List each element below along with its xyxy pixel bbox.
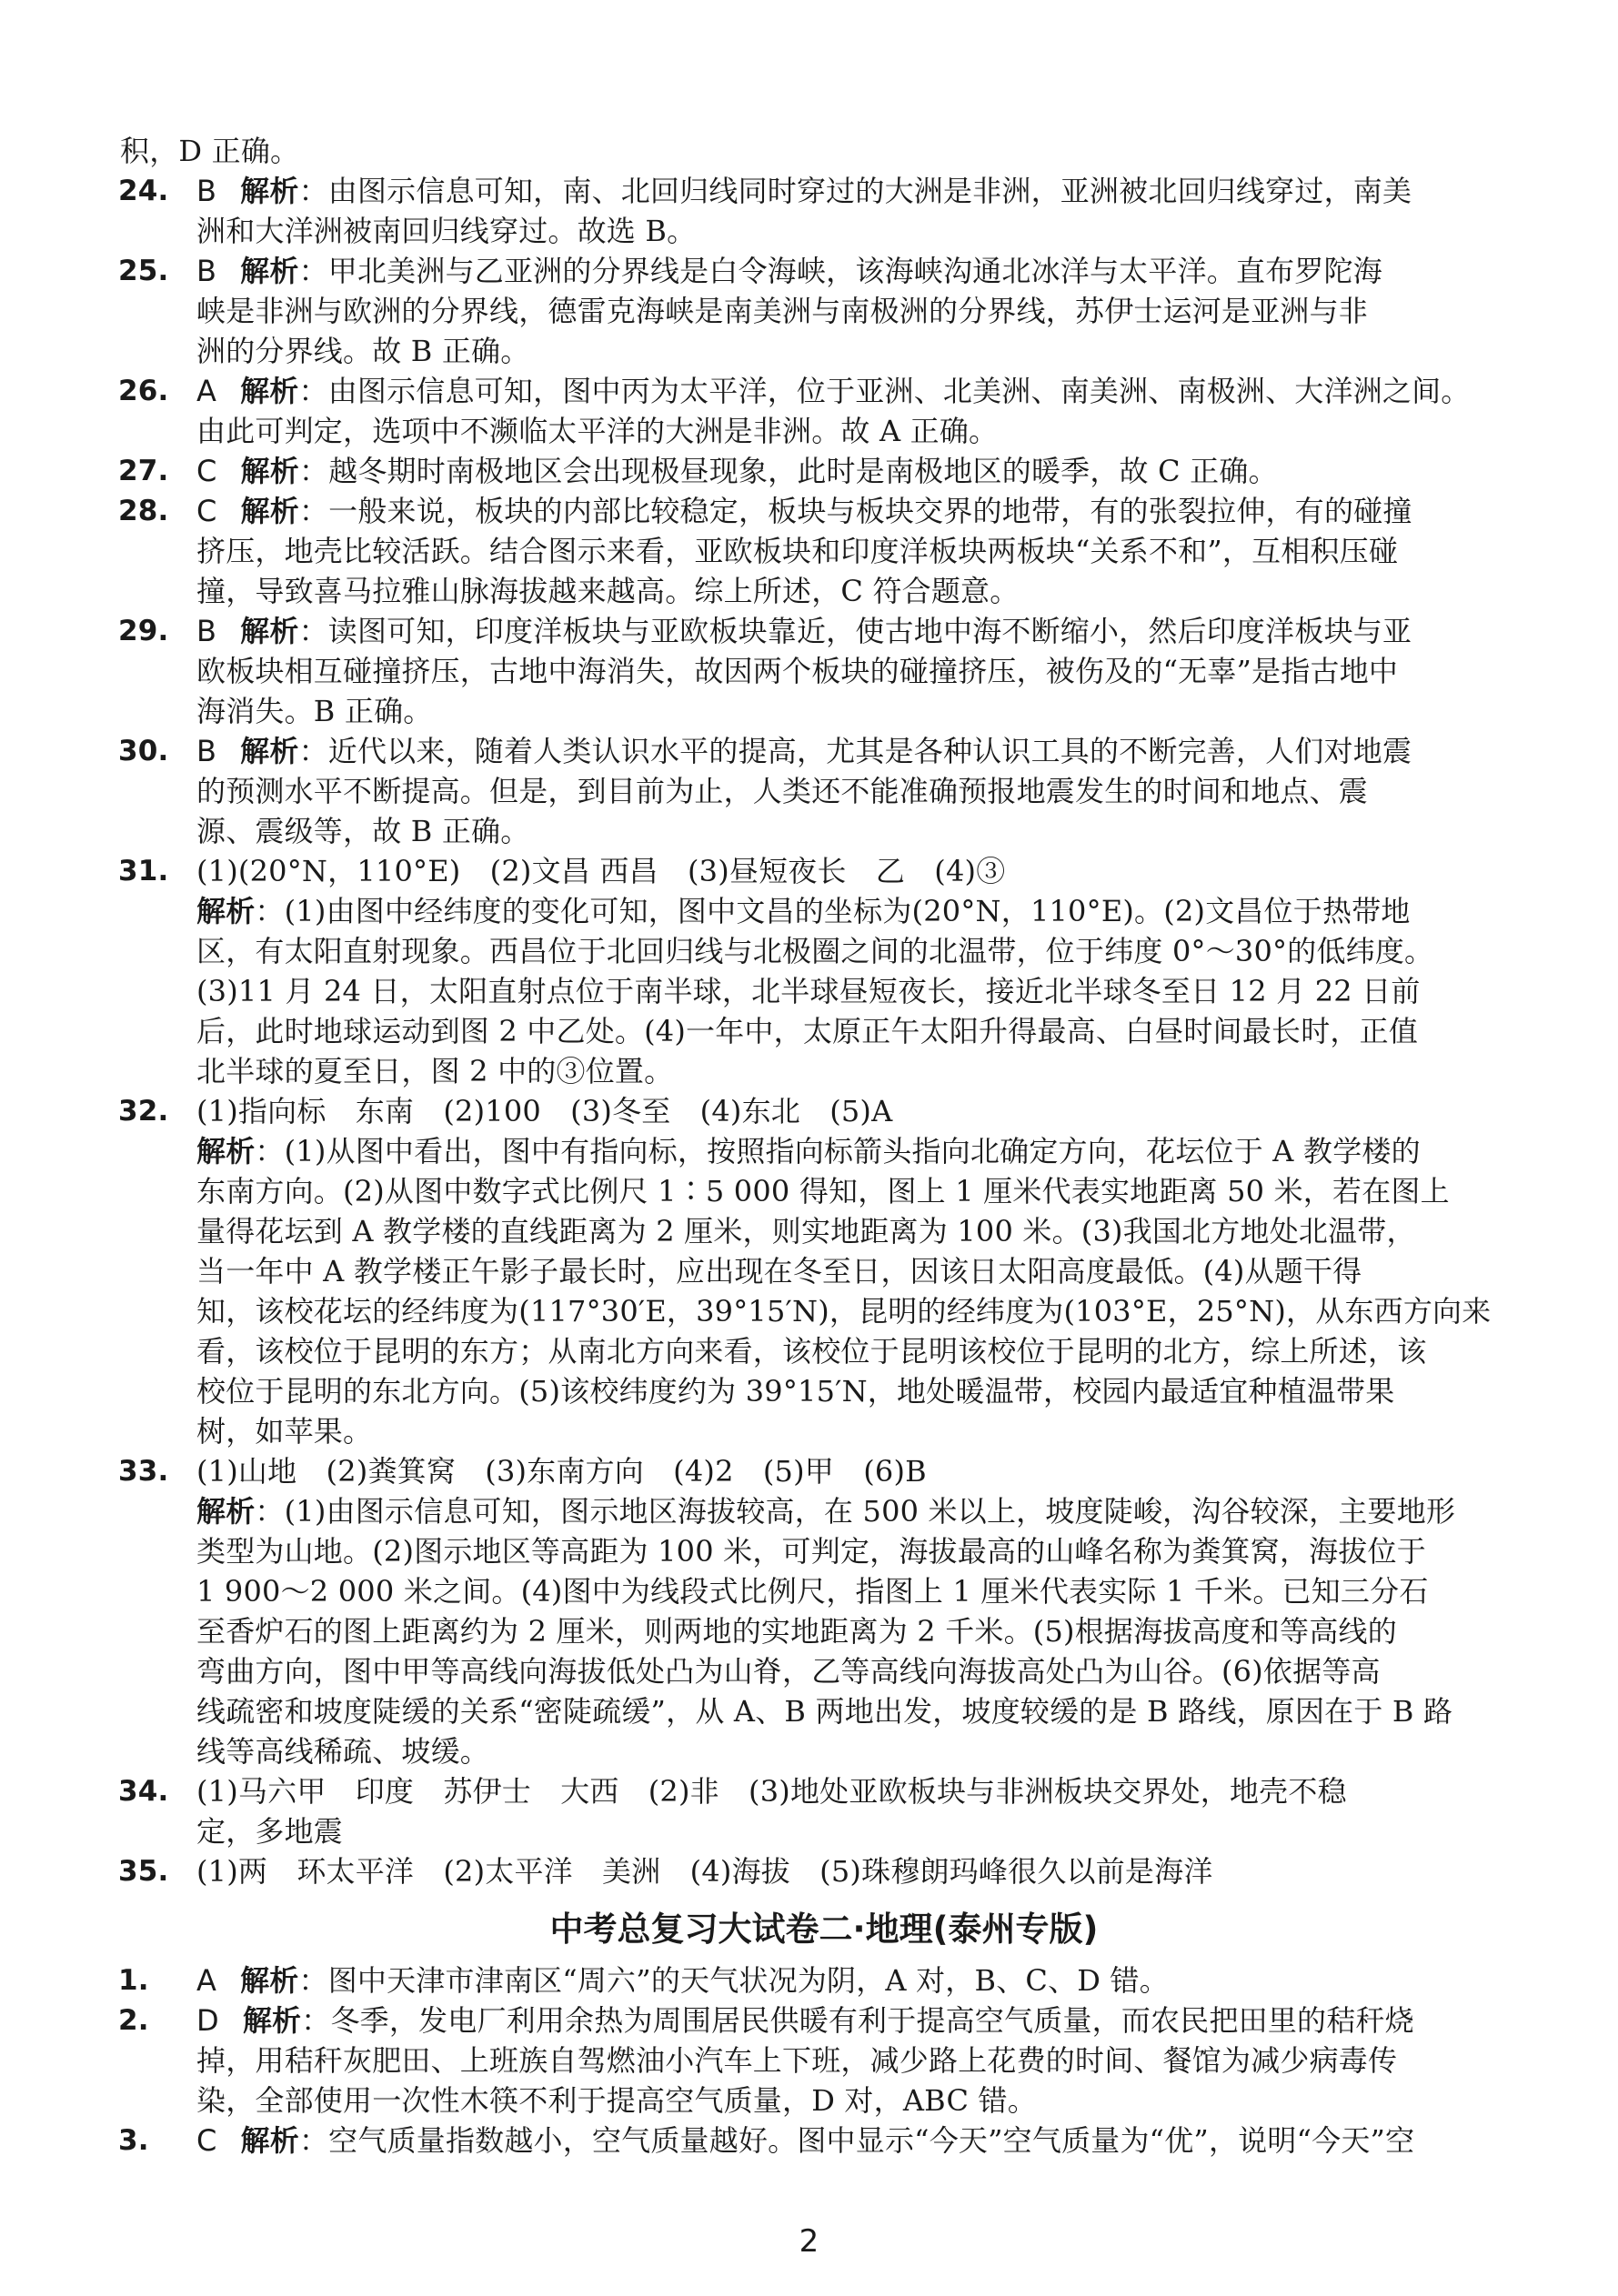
answer-text: 类型为山地。(2)图示地区等高距为 100 米，可判定，海拔最高的山峰名称为粪箕窝，海拔位于 [196,1534,1426,1569]
answer-text: 撞，导致喜马拉雅山脉海拔越来越高。综上所述，C 符合题意。 [196,574,1020,608]
answer-line [120,1251,1528,1291]
answer-item [120,371,1528,451]
answer-text: 解析：(1)从图中看出，图中有指向标，按照指向标箭头指向北确定方向，花坛位于 A 教学楼的 [196,1134,1421,1168]
answer-line-first [120,1851,1528,1891]
answer-text: 至香炉石的图上距离约为 2 厘米，则两地的实地距离为 2 千米。(5)根据海拔高度和等高线的 [196,1614,1397,1649]
answer-line [120,1611,1528,1651]
answer-line-first [120,611,1528,651]
question-number: 25. [118,255,169,287]
answer-text: 解析：一般来说，板块的内部比较稳定，板块与板块交界的地带，有的张裂拉伸，有的碰撞 [240,494,1412,528]
question-number: 24. [118,175,169,207]
question-number: 26. [118,375,169,407]
answer-text: 当一年中 A 教学楼正午影子最长时，应出现在冬至日，因该日太阳高度最低。(4)从题干得 [196,1254,1362,1288]
answer-text: 后，此时地球运动到图 2 中乙处。(4)一年中，太原正午太阳升得最高、白昼时间最长时，正值 [196,1014,1419,1048]
answer-line [120,931,1528,971]
answer-line [120,1531,1528,1571]
question-number: 34. [118,1775,169,1808]
answer-line-first [120,371,1528,411]
question-number: 3. [118,2124,149,2157]
answer-text: 东南方向。(2)从图中数字式比例尺 1∶5 000 得知，图上 1 厘米代表实地距离 50 米，若在图上 [196,1174,1450,1208]
question-number: 1. [118,1964,149,1997]
answer-text: 欧板块相互碰撞挤压，古地中海消失，故因两个板块的碰撞挤压，被伤及的“无辜”是指古地中 [196,654,1399,688]
answer-line [120,1491,1528,1531]
answer-item [120,2121,1528,2161]
answer-text: 解析：(1)由图中经纬度的变化可知，图中文昌的坐标为(20°N，110°E)。(2)文昌位于热带地 [196,894,1411,928]
answer-item [120,851,1528,1091]
answer-item [120,1451,1528,1771]
answer-choice: A [196,374,217,408]
answer-text: (1)(20°N，110°E) (2)文昌 西昌 (3)昼短夜长 乙 (4)③ [196,854,1006,888]
answer-line [120,971,1528,1011]
answer-line [120,771,1528,811]
answer-line [120,1691,1528,1731]
answer-line [120,531,1528,571]
answer-text: 线疏密和坡度陡缓的关系“密陡疏缓”，从 A、B 两地出发，坡度较缓的是 B 路线，原因在于 B 路 [196,1694,1453,1729]
answer-line-first [120,451,1528,491]
answer-choice: B [196,614,217,648]
question-number: 35. [118,1855,169,1888]
answer-text: 由此可判定，选项中不濒临太平洋的大洲是非洲。故 A 正确。 [196,414,999,448]
answer-text: 峡是非洲与欧洲的分界线，德雷克海峡是南美洲与南极洲的分界线，苏伊士运河是亚洲与非 [196,294,1369,328]
question-number: 27. [118,455,169,487]
answer-line [120,291,1528,331]
section-title: 中考总复习大试卷二·地理(泰州专版) [549,1910,1099,1949]
lead-line: 积，D 正确。 [120,134,300,168]
answer-choice: A [196,1963,217,1998]
answer-line-first [120,2000,1528,2040]
answer-line [120,1051,1528,1091]
question-number: 32. [118,1095,169,1128]
answer-item [120,611,1528,731]
answer-line [120,651,1528,691]
answer-item [120,1091,1528,1451]
answer-line [120,1211,1528,1251]
answer-text: 看，该校位于昆明的东方；从南北方向来看，该校位于昆明该校位于昆明的北方，综上所述，该 [196,1334,1427,1369]
answer-line [120,1731,1528,1771]
answer-line-first [120,1960,1528,2000]
answer-text: 海消失。B 正确。 [196,694,433,728]
answer-choice: C [196,454,217,488]
question-number: 30. [118,735,169,767]
answer-text: 定，多地震 [196,1814,344,1849]
answer-text: (1)指向标 东南 (2)100 (3)冬至 (4)东北 (5)A [196,1094,893,1128]
answer-line [120,1651,1528,1691]
answer-text: 解析：(1)由图示信息可知，图示地区海拔较高，在 500 米以上，坡度陡峻，沟谷较深，主要地形 [196,1494,1456,1529]
answer-line [120,891,1528,931]
answer-line [120,2040,1528,2080]
answer-text: 解析：图中天津市津南区“周六”的天气状况为阴，A 对，B、C、D 错。 [240,1963,1169,1998]
answer-item [120,251,1528,371]
answer-text: 洲和大洋洲被南回归线穿过。故选 B。 [196,214,697,248]
answer-choice: B [196,734,217,768]
answer-line-first [120,1091,1528,1131]
answer-text: (1)两 环太平洋 (2)太平洋 美洲 (4)海拔 (5)珠穆朗玛峰很久以前是海洋 [196,1854,1213,1889]
answer-item [120,451,1528,491]
question-number: 2. [118,2004,149,2037]
answer-line-first [120,851,1528,891]
answer-text: 解析：由图示信息可知，南、北回归线同时穿过的大洲是非洲，亚洲被北回归线穿过，南美 [240,174,1412,208]
answer-text: 校位于昆明的东北方向。(5)该校纬度约为 39°15′N，地处暖温带，校园内最适宜种植温带果 [196,1374,1395,1409]
answer-text: (3)11 月 24 日，太阳直射点位于南半球，北半球昼短夜长，接近北半球冬至日 12 月 22 日前 [196,974,1421,1008]
answer-list-1 [120,171,1528,1891]
answer-line-first [120,1771,1528,1811]
answer-text: 解析：甲北美洲与乙亚洲的分界线是白令海峡，该海峡沟通北冰洋与太平洋。直布罗陀海 [240,254,1382,288]
page-number: 2 [799,2223,819,2260]
answer-item [120,491,1528,611]
answer-item [120,1960,1528,2000]
answer-line [120,1291,1528,1331]
answer-text: (1)山地 (2)粪箕窝 (3)东南方向 (4)2 (5)甲 (6)B [196,1454,927,1489]
answer-line-first [120,251,1528,291]
answer-item [120,731,1528,851]
question-number: 31. [118,855,169,887]
answer-line [120,691,1528,731]
answer-line [120,1411,1528,1451]
answer-item [120,1771,1528,1851]
question-number: 33. [118,1455,169,1488]
answer-line [120,1331,1528,1371]
answer-line [120,1371,1528,1411]
answer-content [120,131,1528,2161]
answer-text: 掉，用秸秆灰肥田、上班族自驾燃油小汽车上下班，减少路上花费的时间、餐馆为减少病毒传 [196,2043,1398,2078]
answer-item [120,1851,1528,1891]
answer-text: 量得花坛到 A 教学楼的直线距离为 2 厘米，则实地距离为 100 米。(3)我国北方地处北温带， [196,1214,1416,1248]
answer-choice: B [196,254,217,288]
answer-text: 染，全部使用一次性木筷不利于提高空气质量，D 对，ABC 错。 [196,2083,1037,2118]
answer-text: 树，如苹果。 [196,1414,373,1449]
answer-line [120,571,1528,611]
answer-line-first [120,491,1528,531]
answer-text: 解析：空气质量指数越小，空气质量越好。图中显示“今天”空气质量为“优”，说明“今天”空 [240,2123,1415,2158]
answer-line [120,1571,1528,1611]
answer-line [120,1171,1528,1211]
answer-choice: C [196,2123,217,2158]
answer-text: (1)马六甲 印度 苏伊士 大西 (2)非 (3)地处亚欧板块与非洲板块交界处，地壳不稳 [196,1774,1347,1809]
answer-line-first [120,1451,1528,1491]
answer-text: 的预测水平不断提高。但是，到目前为止，人类还不能准确预报地震发生的时间和地点、震 [196,774,1369,808]
answer-text: 解析：近代以来，随着人类认识水平的提高，尤其是各种认识工具的不断完善，人们对地震 [240,734,1412,768]
answer-text: 知，该校花坛的经纬度为(117°30′E，39°15′N)，昆明的经纬度为(103°E，25°N)，从东西方向来 [196,1294,1492,1328]
answer-line-first [120,2121,1528,2161]
answer-item [120,171,1528,251]
question-number: 29. [118,615,169,647]
answer-line [120,1811,1528,1851]
answer-text: 解析：读图可知，印度洋板块与亚欧板块靠近，使古地中海不断缩小，然后印度洋板块与亚 [240,614,1412,648]
answer-line [120,331,1528,371]
answer-text: 解析：越冬期时南极地区会出现极昼现象，此时是南极地区的暖季，故 C 正确。 [240,454,1278,488]
answer-text: 北半球的夏至日，图 2 中的③位置。 [196,1054,674,1088]
answer-text: 解析：冬季，发电厂利用余热为周围居民供暖有利于提高空气质量，而农民把田里的秸秆烧 [242,2003,1414,2038]
answer-list-2 [120,1960,1528,2161]
answer-text: 洲的分界线。故 B 正确。 [196,334,530,368]
answer-text: 源、震级等，故 B 正确。 [196,814,530,848]
answer-text: 1 900～2 000 米之间。(4)图中为线段式比例尺，指图上 1 厘米代表实际 1 千米。已知三分石 [196,1574,1429,1609]
answer-line [120,1011,1528,1051]
question-number: 28. [118,495,169,527]
answer-text: 解析：由图示信息可知，图中丙为太平洋，位于亚洲、北美洲、南美洲、南极洲、大洋洲之间。 [240,374,1471,408]
answer-line [120,211,1528,251]
answer-line [120,1131,1528,1171]
answer-text: 弯曲方向，图中甲等高线向海拔低处凸为山脊，乙等高线向海拔高处凸为山谷。(6)依据等高 [196,1654,1381,1689]
answer-line-first [120,731,1528,771]
answer-line [120,2080,1528,2121]
answer-choice: C [196,494,217,528]
answer-choice: B [196,174,217,208]
answer-text: 线等高线稀疏、坡缓。 [196,1734,490,1769]
answer-line [120,811,1528,851]
answer-choice: D [196,2003,219,2038]
answer-text: 挤压，地壳比较活跃。结合图示来看，亚欧板块和印度洋板块两板块“关系不和”，互相积压碰 [196,534,1399,568]
answer-line [120,411,1528,451]
answer-line-first [120,171,1528,211]
answer-text: 区，有太阳直射现象。西昌位于北回归线与北极圈之间的北温带，位于纬度 0°～30°的低纬度。 [196,934,1434,968]
answer-item [120,2000,1528,2121]
